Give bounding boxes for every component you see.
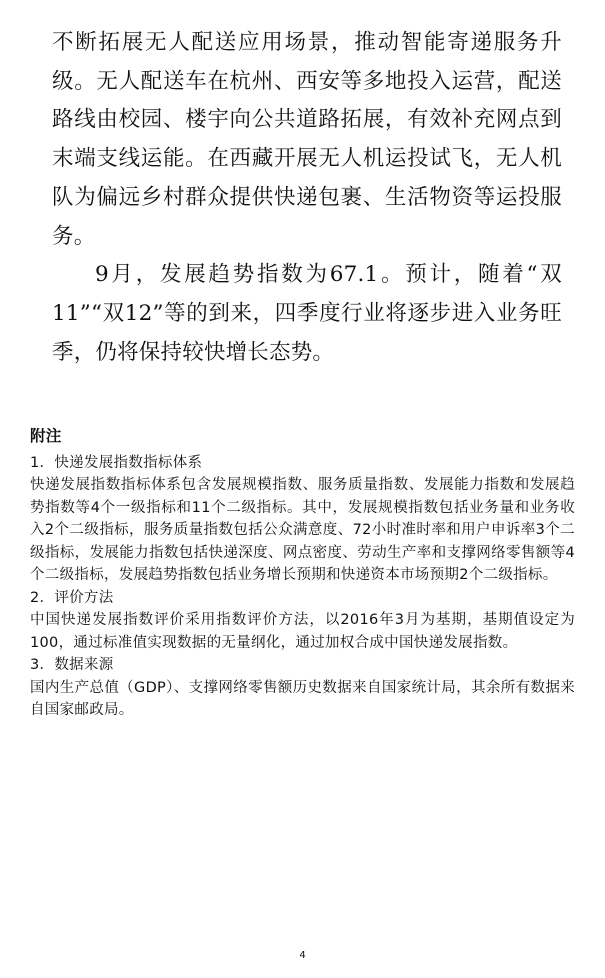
notes-title: 附注 [30,427,62,445]
body-paragraph-1: 不断拓展无人配送应用场景，推动智能寄递服务升级。无人配送车在杭州、西安等多地投入运营，配送路线由校园、楼宇向公共道路拓展，有效补充网点到末端支线运能。在西藏开展无人机运投试飞，无人机队为偏远乡村群众提供快递包裹、生活物资等运投服务。 [52,30,562,249]
page-number: 4 [299,950,306,961]
note-heading-3: 3．数据来源 [30,657,114,673]
note-text-3: 国内生产总值（GDP）、支撑网络零售额历史数据来自国家统计局，其余所有数据来自国家邮政局。 [30,679,575,718]
note-heading-2: 2．评价方法 [30,589,114,606]
body-paragraph-2: 9月，发展趋势指数为67.1。预计，随着“双11”“双12”等的到来，四季度行业将逐步进入业务旺季，仍将保持较快增长态势。 [52,262,562,365]
note-text-1: 快递发展指数指标体系包含发展规模指数、服务质量指数、发展能力指数和发展趋势指数等4个一级指标和11个二级指标。其中，发展规模指数包括业务量和业务收入2个二级指标，服务质量指数包括公众满意度、72小时准时率和用户申诉率3个二级指标，发展能力指数包括快递深度、网点密度、劳动生产率和支撑网络零售额等4个二级指标，发展趋势指数包括业务增长预期和快递资本市场预期2个二级指标。 [30,477,575,583]
note-text-2: 中国快递发展指数评价采用指数评价方法，以2016年3月为基期，基期值设定为100，通过标准值实现数据的无量纲化，通过加权合成中国快递发展指数。 [30,612,575,651]
note-heading-1: 1．快递发展指数指标体系 [30,454,203,471]
body-text [52,24,562,372]
notes-section [30,425,575,722]
